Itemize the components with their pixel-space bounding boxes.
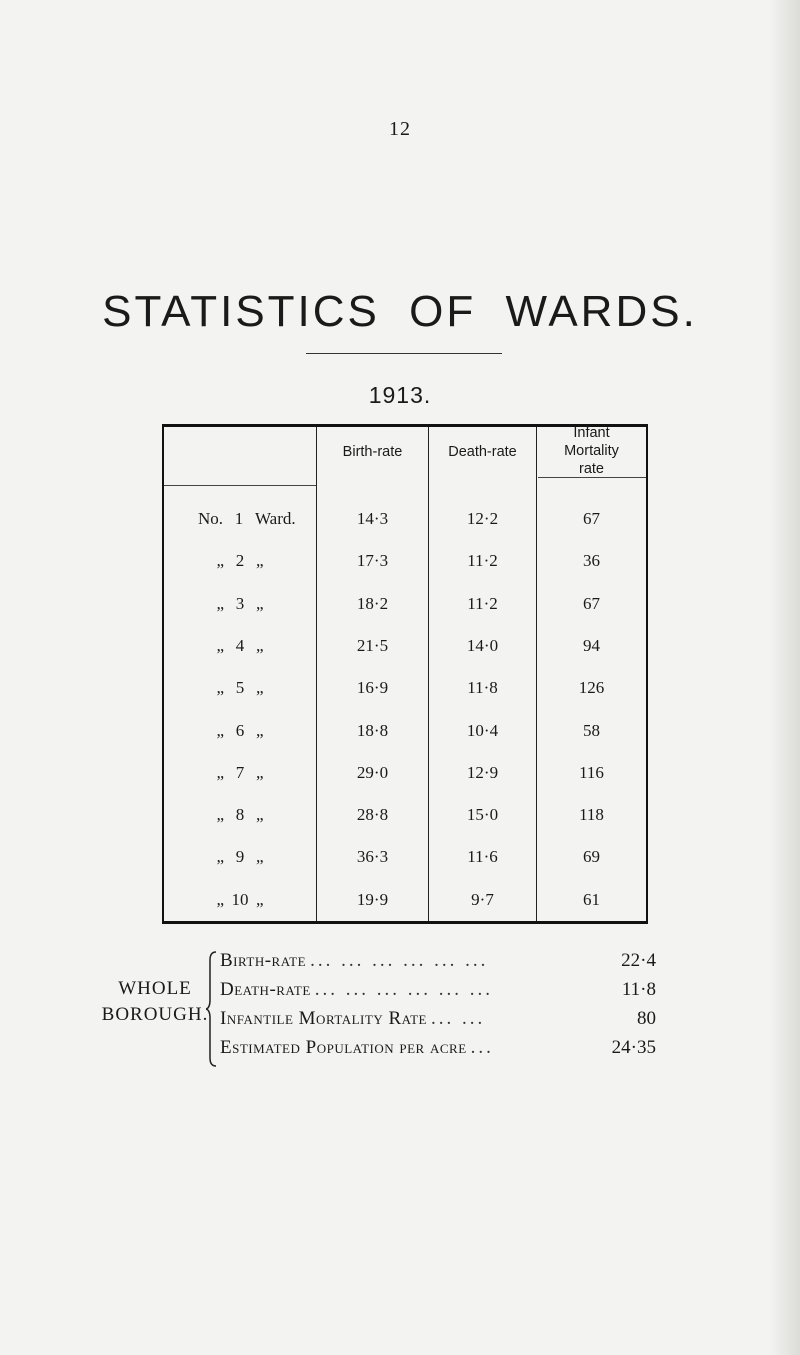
birth-rate-cell: 36·3 (356, 847, 389, 867)
table-row (164, 890, 646, 930)
ward-cell (164, 763, 316, 783)
header-infant-line2: Mortality (564, 443, 619, 459)
summary-label: Death-rate (220, 979, 311, 1000)
ward-number: 6 (235, 720, 245, 740)
summary-leader-dots: ... ... ... ... ... ... (314, 979, 494, 1000)
ward-prefix: „ (216, 847, 224, 867)
birth-rate-cell: 18·8 (356, 720, 389, 740)
table-row (164, 594, 646, 634)
summary-item (220, 950, 656, 976)
table-row (164, 551, 646, 591)
ward-prefix: „ (216, 805, 224, 825)
infant-mortality-cell: 67 (583, 509, 600, 528)
summary-value: 22·4 (621, 950, 656, 971)
ward-number: 8 (235, 805, 245, 825)
summary-item (220, 979, 656, 1005)
table-row (164, 721, 646, 761)
birth-rate-cell: 18·2 (356, 593, 389, 613)
birth-rate-cell: 28·8 (356, 805, 389, 825)
header-infant-line1: Infant (573, 425, 610, 441)
death-rate-cell: 10·4 (466, 720, 499, 740)
ward-statistics-table (162, 424, 648, 924)
ward-prefix: „ (216, 720, 224, 740)
ward-suffix: „ (256, 847, 264, 867)
birth-rate-cell: 19·9 (356, 889, 389, 909)
ward-suffix: „ (256, 635, 264, 655)
death-rate-cell: 15·0 (466, 805, 499, 825)
page-title: STATISTICS OF WARDS. (102, 287, 698, 336)
ward-cell (164, 847, 316, 867)
birth-rate-cell: 16·9 (356, 678, 389, 698)
whole-borough-summary (0, 948, 800, 1068)
table-row (164, 678, 646, 718)
ward-cell (164, 594, 316, 614)
ward-suffix: „ (256, 762, 264, 782)
summary-value: 24·35 (611, 1037, 656, 1058)
header-death-rate: Death-rate (448, 444, 517, 460)
infant-mortality-cell: 126 (578, 678, 605, 698)
infant-mortality-cell: 94 (583, 635, 600, 655)
year-heading: 1913. (368, 382, 432, 408)
summary-leader-dots: ... ... (430, 1008, 486, 1029)
page-number: 12 (389, 118, 411, 140)
ward-prefix: „ (216, 762, 224, 782)
header-infant-mortality (537, 424, 646, 478)
ward-cell (164, 551, 316, 571)
ward-prefix: No. (197, 509, 223, 528)
ward-suffix: „ (256, 551, 264, 571)
death-rate-cell: 14·0 (466, 635, 499, 655)
infant-mortality-cell: 116 (579, 762, 604, 782)
header-rule (164, 485, 316, 486)
ward-cell (164, 890, 316, 910)
summary-leader-dots: ... ... ... ... ... ... (310, 950, 489, 971)
death-rate-cell: 11·2 (467, 593, 498, 613)
title-rule (306, 353, 502, 354)
ward-number: 4 (235, 635, 245, 655)
death-rate-cell: 12·9 (466, 762, 499, 782)
summary-value: 80 (637, 1008, 656, 1029)
death-rate-cell: 11·6 (467, 847, 498, 867)
infant-mortality-cell: 118 (579, 805, 604, 825)
birth-rate-cell: 14·3 (356, 509, 389, 528)
ward-prefix: „ (216, 678, 224, 698)
death-rate-cell: 12·2 (466, 509, 499, 528)
ward-cell (164, 636, 316, 656)
summary-item (220, 1008, 656, 1034)
ward-cell (164, 509, 316, 529)
summary-item (220, 1037, 656, 1063)
infant-mortality-cell: 36 (583, 551, 600, 571)
ward-suffix: Ward. (255, 509, 296, 528)
summary-label: Infantile Mortality Rate (220, 1008, 427, 1029)
whole-label-line2: BOROUGH. (101, 1004, 209, 1025)
ward-number: 10 (231, 889, 249, 909)
ward-number: 1 (234, 509, 244, 528)
death-rate-cell: 9·7 (471, 889, 494, 909)
death-rate-cell: 11·8 (467, 678, 498, 698)
ward-prefix: „ (216, 593, 224, 613)
ward-prefix: „ (216, 551, 224, 571)
ward-number: 5 (235, 678, 245, 698)
ward-cell (164, 805, 316, 825)
infant-mortality-cell: 61 (583, 889, 600, 909)
ward-cell (164, 678, 316, 698)
death-rate-cell: 11·2 (467, 551, 498, 571)
summary-label: Birth-rate (220, 950, 307, 971)
summary-value: 11·8 (621, 979, 656, 1000)
page-edge-shadow (770, 0, 800, 1355)
ward-suffix: „ (256, 678, 264, 698)
table-row (164, 636, 646, 676)
table-row (164, 847, 646, 887)
table-row (164, 805, 646, 845)
ward-number: 2 (235, 551, 245, 571)
ward-number: 3 (235, 593, 245, 613)
curly-brace-icon (206, 950, 218, 1068)
ward-suffix: „ (256, 805, 264, 825)
whole-label-line1: WHOLE (118, 978, 192, 999)
birth-rate-cell: 17·3 (356, 551, 389, 571)
ward-prefix: „ (216, 889, 224, 909)
ward-suffix: „ (256, 889, 264, 909)
summary-leader-dots: ... (470, 1037, 494, 1058)
infant-mortality-cell: 58 (583, 720, 600, 740)
table-row (164, 509, 646, 549)
infant-mortality-cell: 69 (583, 847, 600, 867)
ward-cell (164, 721, 316, 741)
ward-suffix: „ (256, 593, 264, 613)
birth-rate-cell: 21·5 (356, 635, 389, 655)
header-birth-rate: Birth-rate (342, 444, 403, 460)
birth-rate-cell: 29·0 (356, 762, 389, 782)
header-infant-line3: rate (579, 461, 604, 477)
ward-suffix: „ (256, 720, 264, 740)
table-row (164, 763, 646, 803)
infant-mortality-cell: 67 (583, 593, 600, 613)
ward-number: 7 (235, 762, 245, 782)
ward-number: 9 (235, 847, 245, 867)
summary-label: Estimated Population per acre (220, 1037, 467, 1058)
ward-prefix: „ (216, 635, 224, 655)
